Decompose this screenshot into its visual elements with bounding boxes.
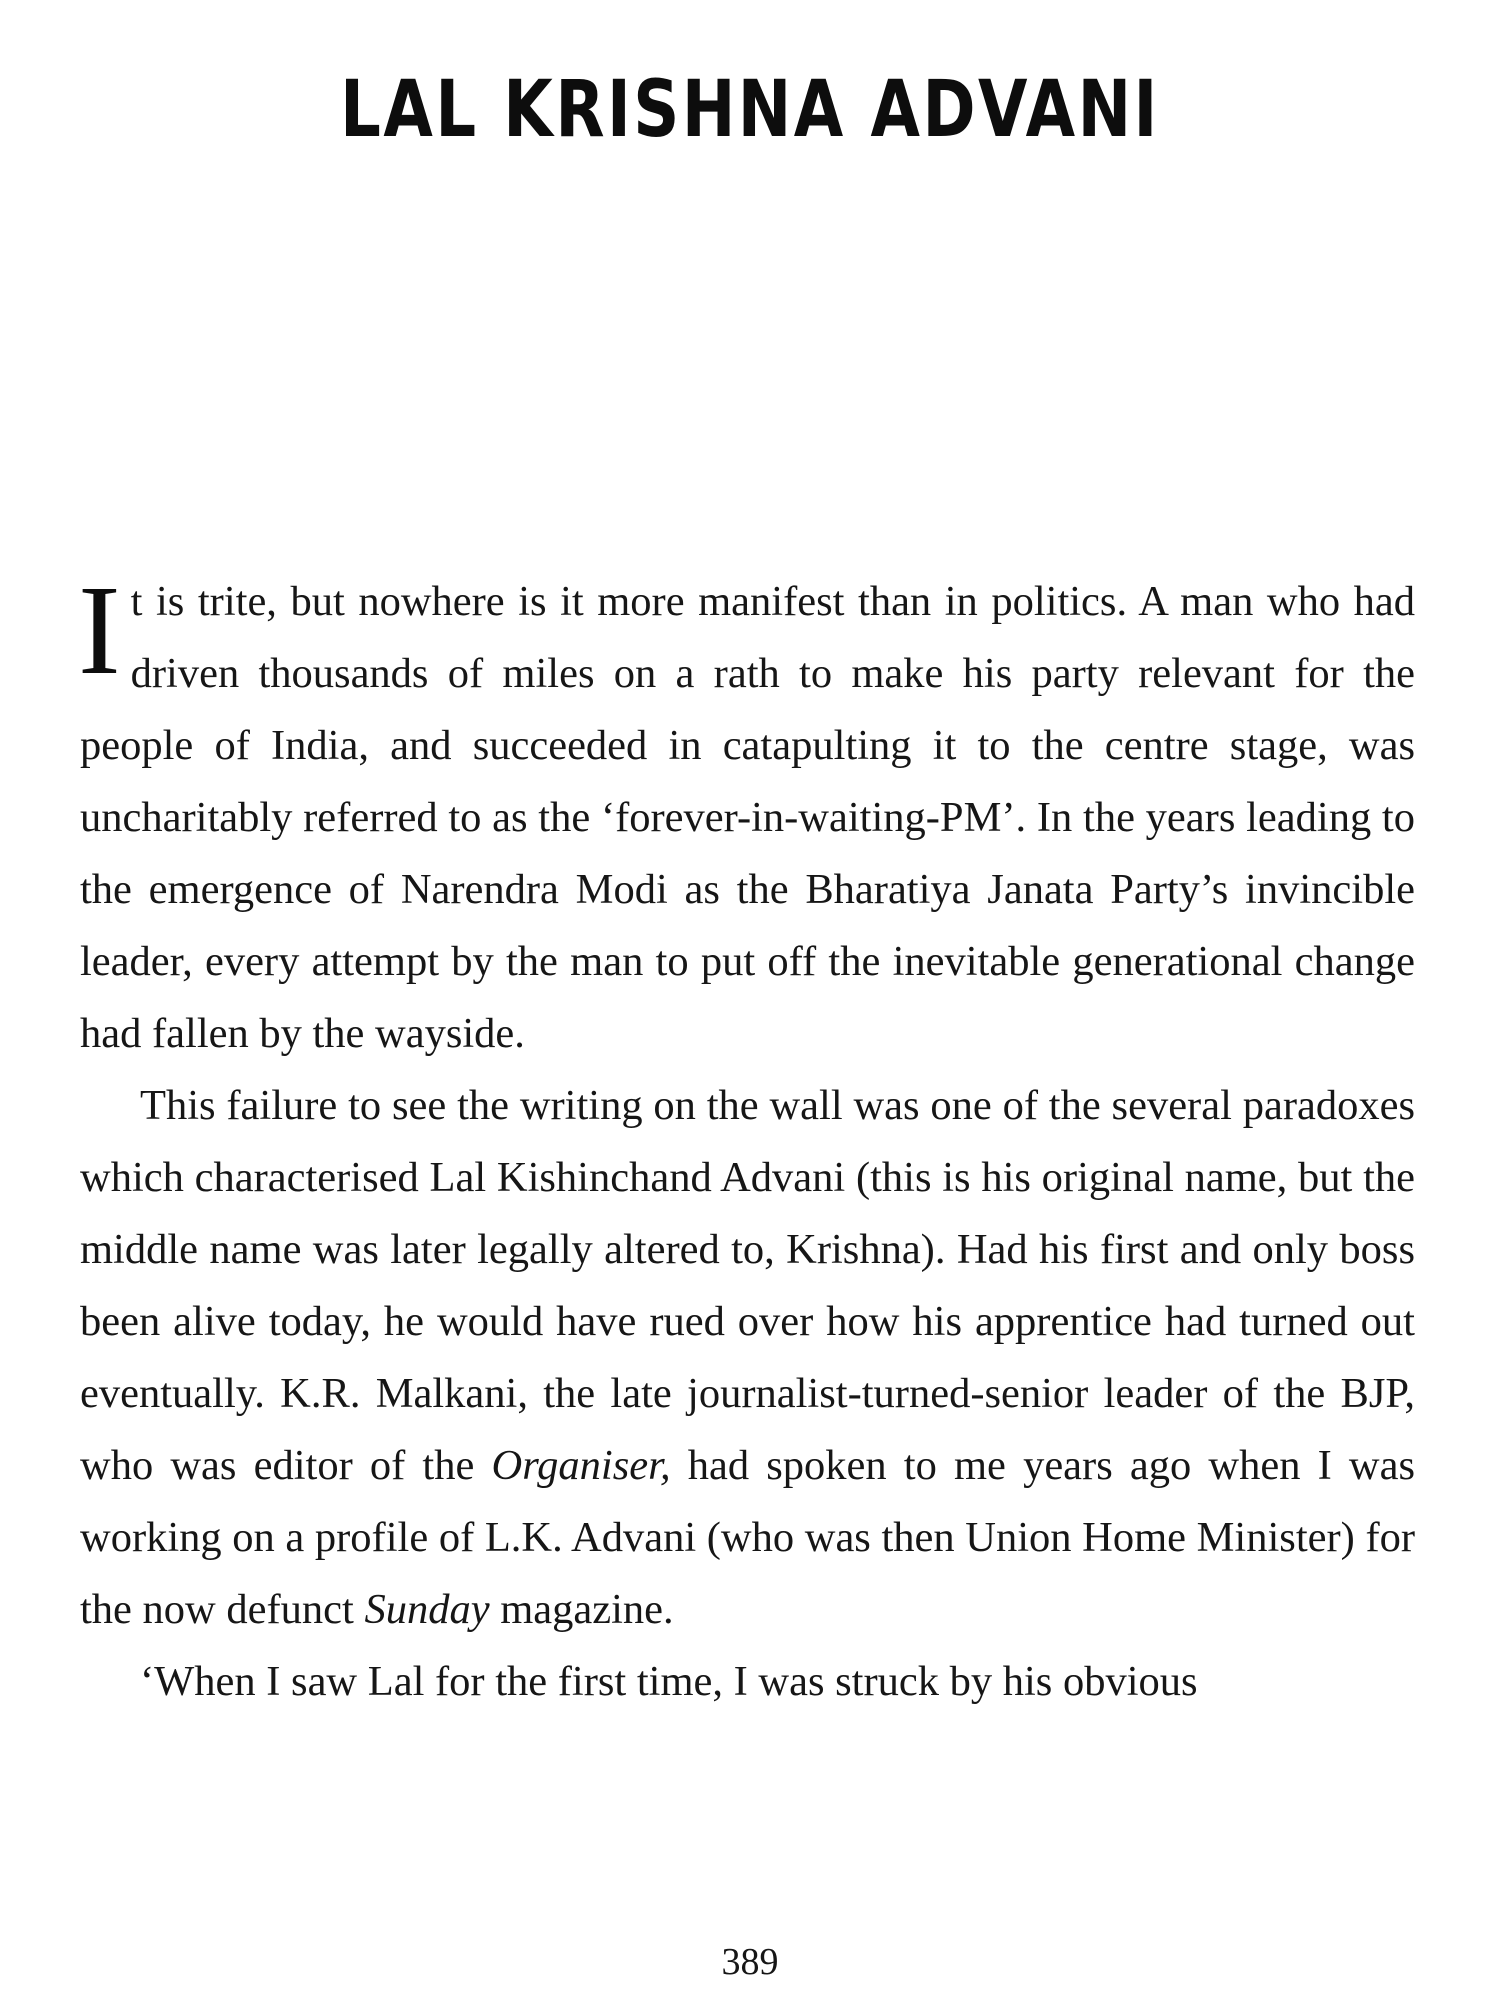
page-number: 389 (721, 1941, 779, 1983)
paragraph-2 (80, 1070, 1415, 1646)
paragraph-1-text: t is trite, but nowhere is it more manifest than in politics. A man who had driven thousands of miles on a rath to make his party relevant for the people of India, and succeeded in catapulting it to the centre stage, was uncharitably referred to as the ‘forever-in-waiting-PM’. In the years leading to the emergence of Narendra Modi as the Bharatiya Janata Party’s invincible leader, every attempt by the man to put off the inevitable generational change had fallen by the wayside. (80, 578, 1415, 1057)
publication-title-sunday: Sunday (364, 1586, 490, 1633)
paragraph-3 (80, 1646, 1415, 1718)
paragraph-2-text-c: magazine. (489, 1586, 674, 1633)
drop-cap: I (78, 559, 121, 701)
paragraph-3-text: ‘When I saw Lal for the first time, I was struck by his obvious (140, 1658, 1198, 1705)
chapter-title: LAL KRISHNA ADVANI (340, 65, 1160, 155)
paragraph-2-text-b: had spoken to me years ago when I was working on a profile of L.K. Advani (who was then Union Home Minister) for the now defunct (80, 1442, 1415, 1633)
paragraph-1 (78, 559, 1415, 1070)
publication-title-organiser: Organiser, (491, 1442, 671, 1489)
paragraph-2-text-a: This failure to see the writing on the wall was one of the several paradoxes which characterised Lal Kishinchand Advani (this is his original name, but the middle name was later legally altered to, Krishna). Had his first and only boss been alive today, he would have rued over how his apprentice had turned out eventually. K.R. Malkani, the late journalist-turned-senior leader of the BJP, who was editor of the (80, 1082, 1415, 1489)
body-text (78, 559, 1415, 1718)
